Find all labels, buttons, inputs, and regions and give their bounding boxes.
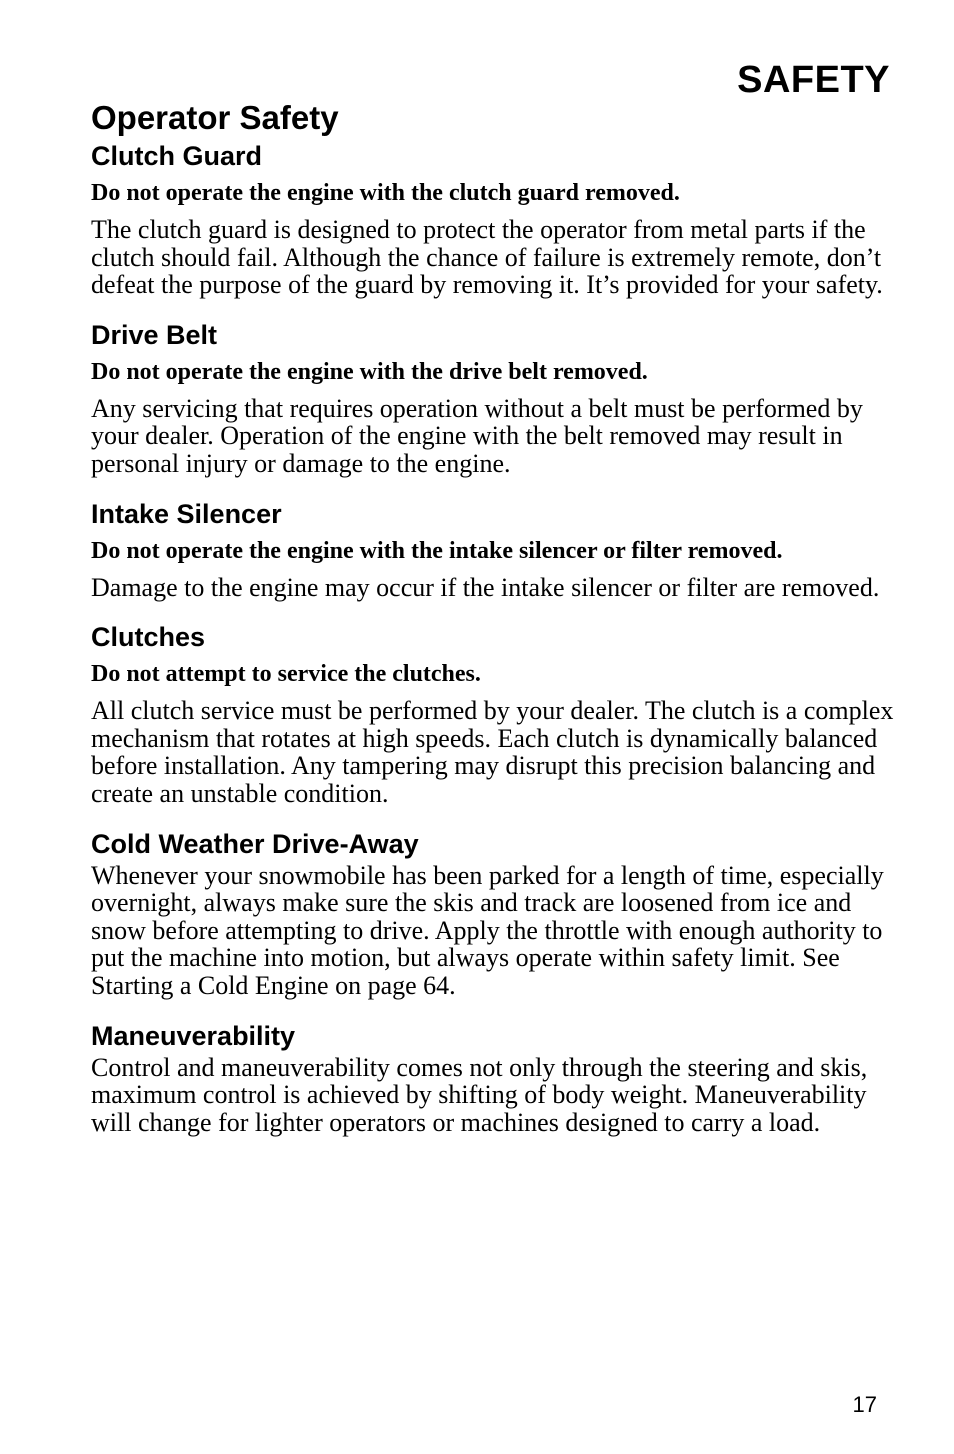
section-warning: Do not operate the engine with the clutch guard removed. bbox=[91, 180, 680, 206]
page-number: 17 bbox=[852, 1392, 877, 1417]
section-warning: Do not operate the engine with the drive belt removed. bbox=[91, 358, 648, 385]
section-body: Control and maneuverability comes not only through the steering and skis, maximum control is achieved by shifting of body weight. Maneuverability will change for lighter operators or machines designed to carry a load. bbox=[91, 1052, 868, 1137]
section-title: Maneuverability bbox=[91, 1020, 296, 1051]
section-intake-silencer bbox=[91, 497, 901, 602]
section-cold-weather-drive-away bbox=[91, 827, 901, 1000]
section-title: Clutch Guard bbox=[91, 141, 263, 171]
section-title: Clutches bbox=[91, 622, 206, 653]
section-drive-belt bbox=[91, 318, 901, 478]
section-title: Drive Belt bbox=[91, 319, 218, 350]
section-warning: Do not operate the engine with the intake silencer or filter removed. bbox=[91, 537, 783, 564]
section-body: The clutch guard is designed to protect the operator from metal parts if the clutch should fail. Although the chance of failure is extremely remote, don’t defeat the purpose of the guard by removing it. It’s provided for your safety. bbox=[91, 215, 883, 300]
section-clutches bbox=[91, 620, 901, 807]
chapter-header: SAFETY bbox=[737, 59, 890, 101]
section-maneuverability bbox=[91, 1019, 901, 1137]
section-title: Intake Silencer bbox=[91, 498, 282, 529]
section-warning: Do not attempt to service the clutches. bbox=[91, 661, 481, 688]
section-title: Cold Weather Drive-Away bbox=[91, 828, 419, 859]
section-body: All clutch service must be performed by your dealer. The clutch is a complex mechanism that rotates at high speeds. Each clutch is dynamically balanced before installation. Any tampering may disrupt this precision balancing and create an unstable condition. bbox=[91, 696, 894, 808]
section-body: Whenever your snowmobile has been parked for a length of time, especially overnight, always make sure the skis and track are loosened from ice and snow before attempting to drive. Apply the throttle with enough authority to put the machine into motion, but always operate within safety limit. See Starting a Cold Engine on page 64. bbox=[91, 860, 884, 1000]
section-body: Damage to the engine may occur if the intake silencer or filter are removed. bbox=[91, 572, 880, 602]
main-content bbox=[91, 97, 901, 1136]
section-body: Any servicing that requires operation without a belt must be performed by your dealer. Operation of the engine with the belt removed may result in personal injury or damage to the engine. bbox=[91, 393, 863, 478]
section-clutch-guard bbox=[91, 139, 901, 299]
page-title: Operator Safety bbox=[91, 99, 339, 136]
